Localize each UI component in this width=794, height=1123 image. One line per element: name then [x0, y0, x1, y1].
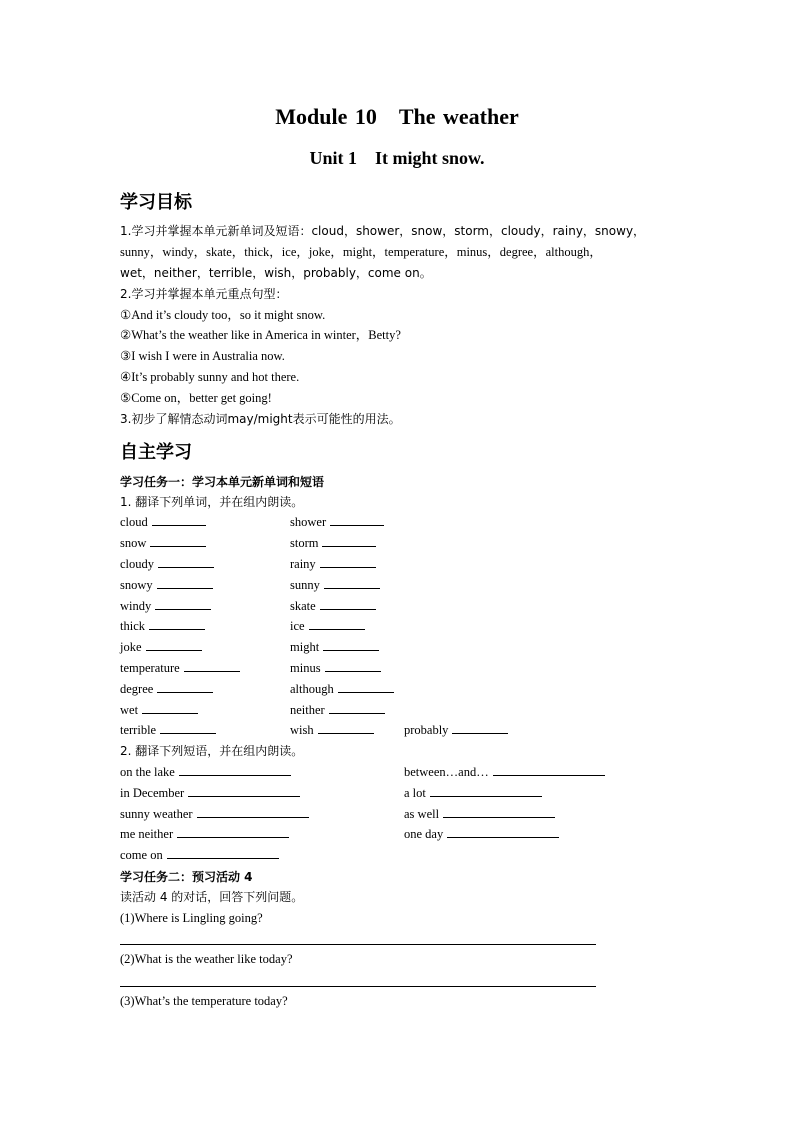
word-skate: skate: [290, 597, 376, 615]
blank-sunny-weather[interactable]: [197, 805, 309, 818]
phrase-between-and: between…and…: [404, 763, 605, 781]
blank-wish[interactable]: [318, 721, 374, 734]
phrase-on-the-lake: on the lake: [120, 763, 291, 781]
word-wish: wish: [290, 721, 374, 739]
word-snow: snow: [120, 534, 206, 552]
blank-rainy[interactable]: [320, 555, 376, 568]
goals-line-2: sunny，windy，skate，thick，ice，joke，might，temperature，minus，degree，although，: [120, 245, 602, 259]
word-windy: windy: [120, 597, 211, 615]
blank-a-lot[interactable]: [430, 784, 542, 797]
goals-heading: 学习目标: [120, 192, 192, 213]
goals-sentence-2: ②What’s the weather like in America in winter，Betty?: [120, 328, 401, 342]
question-3: (3)What’s the temperature today?: [120, 994, 288, 1008]
question-2: (2)What is the weather like today?: [120, 952, 293, 966]
unit-name: It might snow.: [374, 148, 485, 168]
word-degree: degree: [120, 680, 213, 698]
module-number: Module 10: [275, 104, 377, 129]
blank-skate[interactable]: [320, 597, 376, 610]
blank-me-neither[interactable]: [177, 825, 289, 838]
blank-minus[interactable]: [325, 659, 381, 672]
answer-line-2[interactable]: [120, 986, 596, 987]
blank-snowy[interactable]: [157, 576, 213, 589]
word-probably: probably: [404, 721, 508, 739]
word-thick: thick: [120, 617, 205, 635]
word-joke: joke: [120, 638, 202, 656]
blank-snow[interactable]: [150, 534, 206, 547]
blank-on-the-lake[interactable]: [179, 763, 291, 776]
blank-shower[interactable]: [330, 513, 384, 526]
blank-in-december[interactable]: [188, 784, 300, 797]
word-temperature: temperature: [120, 659, 240, 677]
word-shower: shower: [290, 513, 384, 531]
blank-ice[interactable]: [309, 617, 365, 630]
phrase-as-well: as well: [404, 805, 555, 823]
goals-sentence-3: ③I wish I were in Australia now.: [120, 349, 285, 363]
word-although: although: [290, 680, 394, 698]
word-wet: wet: [120, 701, 198, 719]
blank-one-day[interactable]: [447, 825, 559, 838]
goals-line-1: 1.学习并掌握本单元新单词及短语：cloud，shower，snow，storm，cloudy，rainy，snowy，: [120, 224, 646, 238]
answer-line-1[interactable]: [120, 944, 596, 945]
word-instruction: 1. 翻译下列单词，并在组内朗读。: [120, 495, 304, 509]
module-title: [0, 104, 794, 130]
unit-number: Unit 1: [309, 148, 357, 168]
word-snowy: snowy: [120, 576, 213, 594]
phrase-instruction: 2. 翻译下列短语，并在组内朗读。: [120, 744, 304, 758]
blank-wet[interactable]: [142, 701, 198, 714]
blank-degree[interactable]: [157, 680, 213, 693]
blank-storm[interactable]: [322, 534, 376, 547]
blank-might[interactable]: [323, 638, 379, 651]
phrase-one-day: one day: [404, 825, 559, 843]
blank-as-well[interactable]: [443, 805, 555, 818]
blank-temperature[interactable]: [184, 659, 240, 672]
blank-between-and[interactable]: [493, 763, 605, 776]
word-terrible: terrible: [120, 721, 216, 739]
word-sunny: sunny: [290, 576, 380, 594]
blank-thick[interactable]: [149, 617, 205, 630]
word-cloud: cloud: [120, 513, 206, 531]
phrase-in-december: in December: [120, 784, 300, 802]
word-cloudy: cloudy: [120, 555, 214, 573]
blank-cloudy[interactable]: [158, 555, 214, 568]
blank-neither[interactable]: [329, 701, 385, 714]
blank-although[interactable]: [338, 680, 394, 693]
word-might: might: [290, 638, 379, 656]
goals-sentence-1: ①And it’s cloudy too，so it might snow.: [120, 308, 326, 322]
phrase-sunny-weather: sunny weather: [120, 805, 309, 823]
goals-line-5: 3.初步了解情态动词may/might表示可能性的用法。: [120, 412, 401, 426]
goals-line-3: wet，neither，terrible，wish，probably，come on。: [120, 266, 432, 280]
phrase-come-on: come on: [120, 846, 279, 864]
word-neither: neither: [290, 701, 385, 719]
module-name: The weather: [398, 104, 519, 129]
word-minus: minus: [290, 659, 381, 677]
dialogue-instruction: 读活动 4 的对话，回答下列问题。: [120, 890, 304, 904]
goals-line-4: 2.学习并掌握本单元重点句型：: [120, 287, 288, 301]
blank-windy[interactable]: [155, 597, 211, 610]
blank-sunny[interactable]: [324, 576, 380, 589]
word-rainy: rainy: [290, 555, 376, 573]
blank-probably[interactable]: [452, 721, 508, 734]
phrase-me-neither: me neither: [120, 825, 289, 843]
task-one-heading: 学习任务一：学习本单元新单词和短语: [120, 475, 325, 489]
unit-title: [0, 148, 794, 169]
word-storm: storm: [290, 534, 376, 552]
self-study-heading: 自主学习: [120, 442, 192, 463]
question-1: (1)Where is Lingling going?: [120, 911, 263, 925]
goals-sentence-5: ⑤Come on，better get going!: [120, 391, 272, 405]
phrase-a-lot: a lot: [404, 784, 542, 802]
blank-cloud[interactable]: [152, 513, 206, 526]
blank-terrible[interactable]: [160, 721, 216, 734]
word-ice: ice: [290, 617, 365, 635]
goals-sentence-4: ④It’s probably sunny and hot there.: [120, 370, 300, 384]
task-two-heading: 学习任务二：预习活动 4: [120, 870, 253, 884]
blank-come-on[interactable]: [167, 846, 279, 859]
blank-joke[interactable]: [146, 638, 202, 651]
